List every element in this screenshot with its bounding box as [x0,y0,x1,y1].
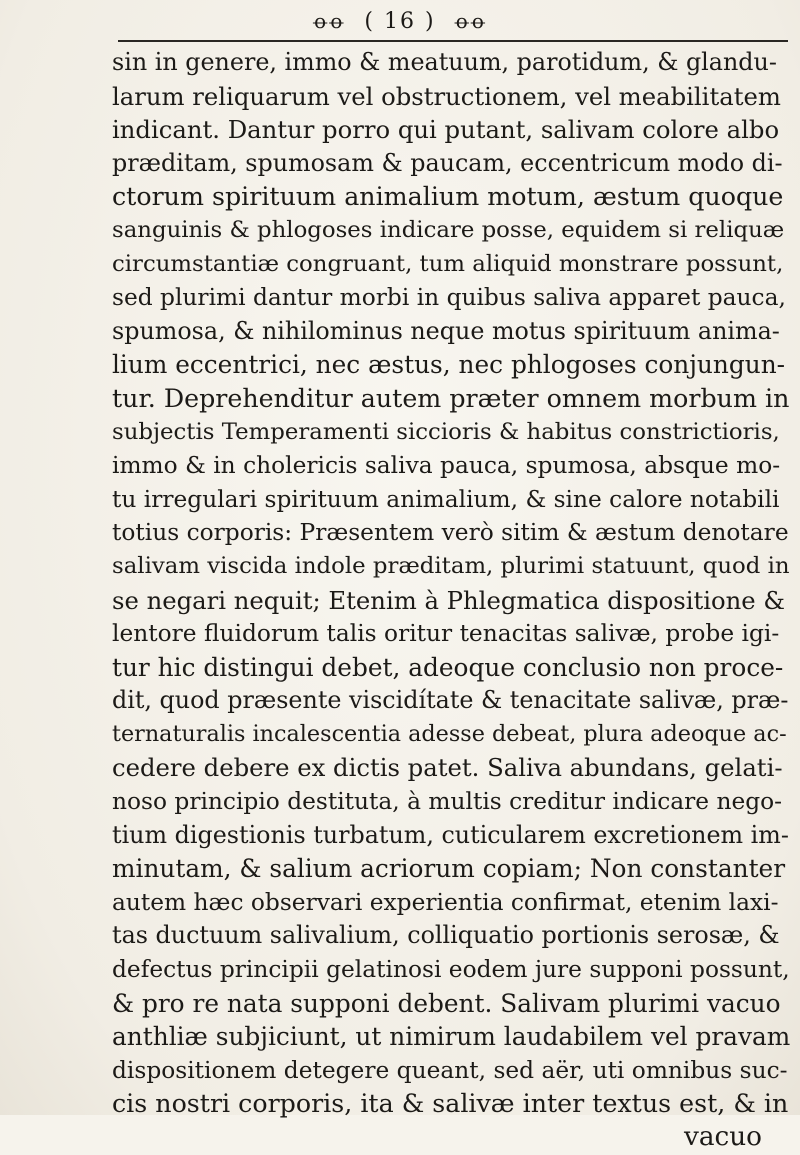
text-line: tium digestionis turbatum, cuticularem excretionem im- [112,820,789,849]
text-line: sin in genere, immo & meatuum, parotidum, & glandu- [112,48,777,76]
text-line: lentore fluidorum talis oritur tenacitas salivæ, probe igi- [112,620,780,648]
text-line: minutam, & salium acriorum copiam; Non constanter [112,854,786,884]
page-number: ( 16 ) [364,8,436,34]
text-line: salivam viscida indole præditam, plurimi statuunt, quod in [112,552,790,579]
text-line: circumstantiæ congruant, tum aliquid monstrare possunt, [112,250,784,277]
text-line: lium eccentrici, nec æstus, nec phlogoses conjungun- [112,350,786,380]
text-line: noso principio destituta, à multis creditur indicare nego- [112,788,783,816]
text-line: sed plurimi dantur morbi in quibus saliva apparet pauca, [112,284,786,312]
text-line: se negari nequit; Etenim à Phlegmatica dispositione & [112,585,786,615]
text-line: cedere debere ex dictis patet. Saliva abundans, gelati- [112,753,783,783]
text-line: ternaturalis incalescentia adesse debeat, plura adeoque ac- [112,720,787,747]
text-line: defectus principii gelatinosi eodem jure supponi possunt, [112,956,790,984]
text-line: tur hic distingui debet, adeoque conclusio non proce- [112,652,784,682]
text-line: indicant. Dantur porro qui putant, salivam colore albo [112,115,780,145]
text-line: totius corporis: Præsentem verò sitim & æstum denotare [112,519,789,547]
header-rule [118,40,788,42]
text-line: sanguinis & phlogoses indicare posse, equidem si reliquæ [112,216,785,243]
text-line: spumosa, & nihilominus neque motus spirituum anima- [112,316,780,345]
text-line: dit, quod præsente viscidítate & tenacitate salivæ, præ- [112,686,789,715]
text-line: tas ductuum salivalium, colliquatio portionis serosæ, & [112,921,780,950]
right-ornament-icon: ꝋꝋ [454,9,488,33]
left-ornament-icon: ꝋꝋ [312,9,346,33]
catchword: vacuo [683,1122,762,1152]
text-line: immo & in cholericis saliva pauca, spumosa, absque mo- [112,452,781,480]
text-line: ctorum spirituum animalium motum, æstum quoque [112,182,784,212]
running-header [0,8,800,34]
body-text [112,46,790,1155]
text-line: & pro re nata supponi debent. Salivam plurimi vacuo [112,988,781,1018]
text-line: dispositionem detegere queant, sed aër, uti omnibus suc- [112,1056,788,1084]
text-line: præditam, spumosam & paucam, eccentricum modo di- [112,148,783,177]
text-line: subjectis Temperamenti siccioris & habitus constrictioris, [112,418,780,445]
text-line: autem hæc observari experientia confirmat, etenim laxi- [112,888,779,916]
text-line: larum reliquarum vel obstructionem, vel meabilitatem [112,81,781,111]
text-line: tur. Deprehenditur autem præter omnem morbum in [112,383,790,413]
text-line: cis nostri corporis, ita & salivæ inter textus est, & in [112,1089,789,1119]
text-line: tu irregulari spirituum animalium, & sine calore notabili [112,485,780,513]
text-line: anthliæ subjiciunt, ut nimirum laudabilem vel pravam [112,1022,790,1052]
